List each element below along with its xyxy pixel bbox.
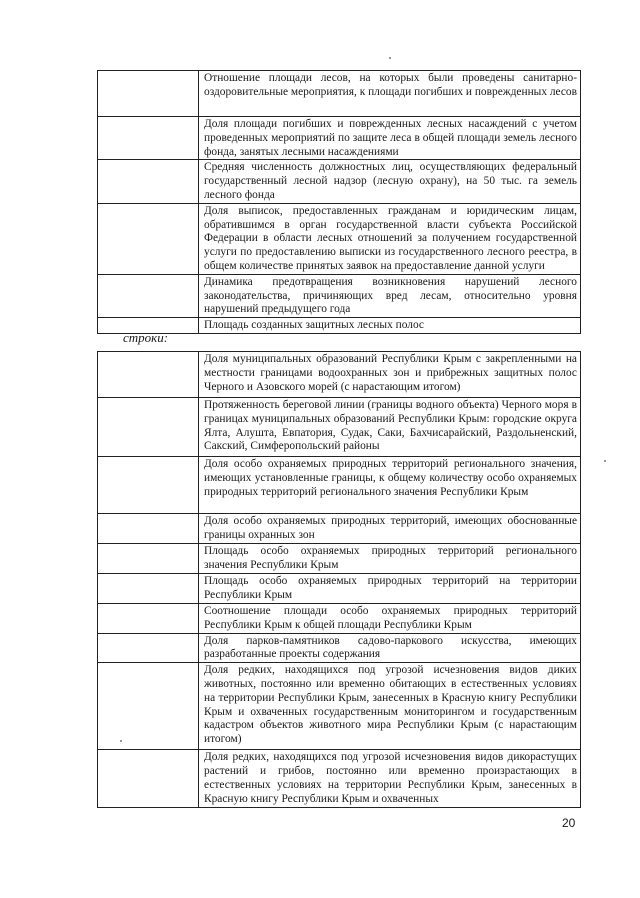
- scan-speck: [604, 460, 606, 462]
- empty-cell: [98, 574, 199, 604]
- empty-cell: [98, 160, 199, 203]
- top-indicators-table: [97, 70, 581, 334]
- table-row: [98, 514, 581, 544]
- indicator-cell: Динамика предотвращения возникновения нарушений лесного законодательства, причиняющих вред лесам, относительно уровня нарушений предыдущего года: [199, 274, 581, 317]
- empty-cell: [98, 398, 199, 457]
- indicator-cell: Доля редких, находящихся под угрозой исчезновения видов диких животных, постоянно или временно обитающих в естественных условиях на территории Республики Крым, занесенных в Красную книгу Республики Крым и охваченных государственным мониторингом и государственным кадастром объектов животного мира Республики Крым (с нарастающим итогом): [199, 663, 581, 750]
- indicator-cell: Доля муниципальных образований Республики Крым с закрепленными на местности границами водоохранных зон и прибрежных защитных полос Черного и Азовского морей (с нарастающим итогом): [199, 352, 581, 398]
- table-row: [98, 398, 581, 457]
- indicator-cell: Доля парков-памятников садово-паркового искусства, имеющих разработанные проекты содержания: [199, 633, 581, 663]
- empty-cell: [98, 633, 199, 663]
- table-row: [98, 633, 581, 663]
- empty-cell: [98, 71, 199, 117]
- table-row: [98, 457, 581, 514]
- empty-cell: [98, 544, 199, 574]
- empty-cell: [98, 117, 199, 160]
- indicator-cell: Отношение площади лесов, на которых были проведены санитарно-оздоровительные мероприятия, к площади погибших и поврежденных лесов: [199, 71, 581, 117]
- table-row: [98, 160, 581, 203]
- indicator-cell: Средняя численность должностных лиц, осуществляющих федеральный государственный лесной надзор (лесную охрану), на 50 тыс. га земель лесного фонда: [199, 160, 581, 203]
- empty-cell: [98, 604, 199, 634]
- indicator-cell: Площадь особо охраняемых природных территорий на территории Республики Крым: [199, 574, 581, 604]
- page-number: 20: [562, 816, 576, 830]
- table-row: [98, 274, 581, 317]
- empty-cell: [98, 352, 199, 398]
- table-row: [98, 352, 581, 398]
- empty-cell: [98, 457, 199, 514]
- table-row: [98, 71, 581, 117]
- empty-cell: [98, 274, 199, 317]
- table-row: [98, 604, 581, 634]
- section-caption: строки:: [123, 330, 169, 345]
- indicator-cell: Протяженность береговой линии (границы водного объекта) Черного моря в границах муниципальных образований Республики Крым: городские округа Ялта, Алушта, Евпатория, Судак, Саки, Бахчисарайский, Раздольненский, Сакский, Симферопольский районы: [199, 398, 581, 457]
- bottom-indicators-table: [97, 351, 581, 808]
- empty-cell: [98, 663, 199, 750]
- empty-cell: [98, 750, 199, 808]
- table-row: [98, 750, 581, 808]
- indicator-cell: Доля особо охраняемых природных территорий регионального значения, имеющих установленные границы, к общему количеству особо охраняемых природных территорий регионального значения Республики Крым: [199, 457, 581, 514]
- scan-speck: [389, 57, 391, 59]
- indicator-cell: Доля выписок, предоставленных гражданам и юридическим лицам, обратившимся в орган государственной власти субъекта Российской Федерации в области лесных отношений за получением государственной услуги по предоставлению выписки из государственного лесного реестра, в общем количестве принятых заявок на предоставление данной услуги: [199, 203, 581, 274]
- table-row: [98, 544, 581, 574]
- empty-cell: [98, 514, 199, 544]
- table-row: [98, 574, 581, 604]
- table-row: [98, 203, 581, 274]
- empty-cell: [98, 203, 199, 274]
- indicator-cell: Площадь особо охраняемых природных территорий регионального значения Республики Крым: [199, 544, 581, 574]
- indicator-cell: Площадь созданных защитных лесных полос: [199, 318, 581, 334]
- table-row: [98, 117, 581, 160]
- indicator-cell: Соотношение площади особо охраняемых природных территорий Республики Крым к общей площади Республики Крым: [199, 604, 581, 634]
- indicator-cell: Доля редких, находящихся под угрозой исчезновения видов дикорастущих растений и грибов, постоянно или временно произрастающих в естественных условиях на территории Республики Крым, занесенных в Красную книгу Республики Крым и охваченных: [199, 750, 581, 808]
- indicator-cell: Доля особо охраняемых природных территорий, имеющих обоснованные границы охранных зон: [199, 514, 581, 544]
- table-row: [98, 663, 581, 750]
- indicator-cell: Доля площади погибших и поврежденных лесных насаждений с учетом проведенных мероприятий по защите леса в общей площади земель лесного фонда, занятых лесными насаждениями: [199, 117, 581, 160]
- table-row: [98, 318, 581, 334]
